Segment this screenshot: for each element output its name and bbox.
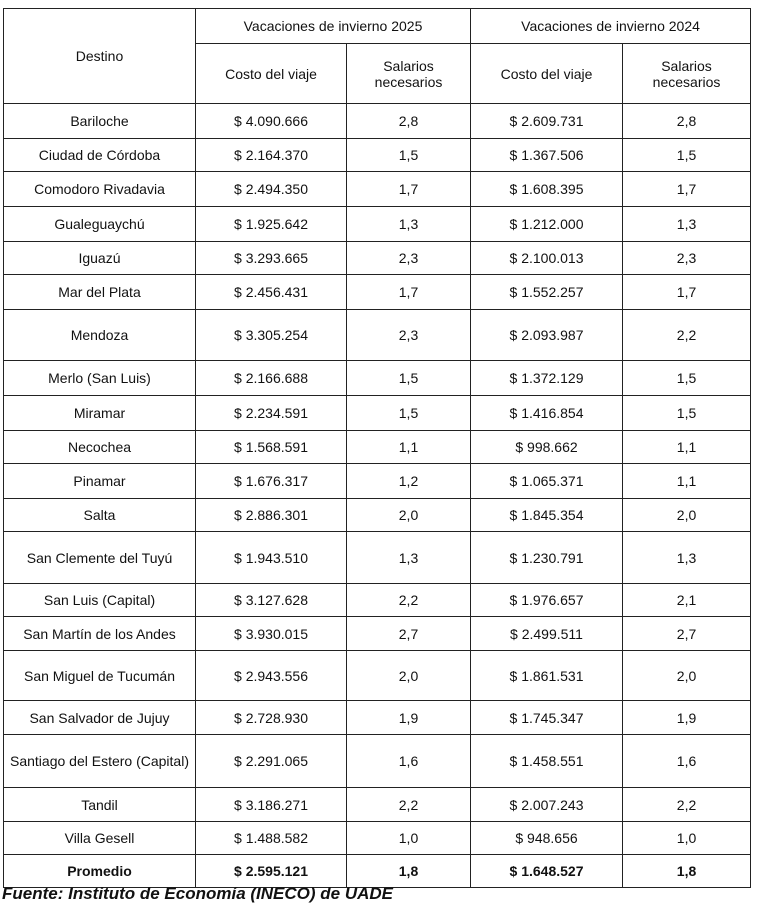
row-costo-2025: $ 1.943.510 [196, 532, 347, 584]
row-costo-2024: $ 1.416.854 [471, 396, 623, 431]
row-salarios-2024: 1,5 [623, 396, 751, 431]
row-destino: Salta [4, 499, 196, 532]
row-destino: Miramar [4, 396, 196, 431]
row-salarios-2024: 2,0 [623, 651, 751, 701]
row-costo-2025: $ 2.291.065 [196, 735, 347, 788]
row-destino: San Luis (Capital) [4, 584, 196, 617]
row-salarios-2025: 2,7 [347, 617, 471, 651]
row-destino: Santiago del Estero (Capital) [4, 735, 196, 788]
row-costo-2025: $ 3.127.628 [196, 584, 347, 617]
row-destino: Comodoro Rivadavia [4, 172, 196, 207]
row-salarios-2025: 1,5 [347, 396, 471, 431]
row-costo-2024: $ 948.656 [471, 822, 623, 855]
row-costo-2024: $ 1.212.000 [471, 207, 623, 242]
table-row [4, 361, 751, 396]
row-costo-2024: $ 1.976.657 [471, 584, 623, 617]
row-costo-2025: $ 2.943.556 [196, 651, 347, 701]
row-costo-2025: $ 2.456.431 [196, 275, 347, 310]
header-costo-2024: Costo del viaje [471, 44, 623, 104]
row-costo-2025: $ 1.676.317 [196, 464, 347, 499]
row-costo-2025: $ 3.305.254 [196, 310, 347, 361]
row-costo-2025: $ 2.164.370 [196, 139, 347, 172]
row-salarios-2024: 1,7 [623, 172, 751, 207]
row-salarios-2025: 1,5 [347, 361, 471, 396]
table-row [4, 735, 751, 788]
row-destino: Pinamar [4, 464, 196, 499]
row-salarios-2024: 1,1 [623, 464, 751, 499]
row-costo-2025: $ 3.186.271 [196, 788, 347, 822]
row-salarios-2025: 1,7 [347, 172, 471, 207]
row-salarios-2024: 2,2 [623, 310, 751, 361]
row-costo-2024: $ 1.861.531 [471, 651, 623, 701]
table-row [4, 396, 751, 431]
table-row [4, 207, 751, 242]
header-row-group [4, 9, 751, 44]
row-salarios-2024: 2,3 [623, 242, 751, 275]
row-salarios-2025: 2,3 [347, 310, 471, 361]
row-costo-2025: $ 3.293.665 [196, 242, 347, 275]
row-costo-2024: $ 2.007.243 [471, 788, 623, 822]
row-costo-2024: $ 2.093.987 [471, 310, 623, 361]
row-costo-2025: $ 2.728.930 [196, 701, 347, 735]
row-destino: Gualeguaychú [4, 207, 196, 242]
row-salarios-2024: 2,1 [623, 584, 751, 617]
row-salarios-2024: 1,3 [623, 532, 751, 584]
table-row [4, 431, 751, 464]
row-salarios-2024: 1,5 [623, 361, 751, 396]
row-salarios-2025: 1,6 [347, 735, 471, 788]
row-salarios-2024: 2,7 [623, 617, 751, 651]
row-costo-2024: $ 1.458.551 [471, 735, 623, 788]
row-salarios-2025: 1,1 [347, 431, 471, 464]
row-destino: San Martín de los Andes [4, 617, 196, 651]
row-costo-2024: $ 1.608.395 [471, 172, 623, 207]
row-costo-2025: $ 4.090.666 [196, 104, 347, 139]
row-costo-2025: $ 2.166.688 [196, 361, 347, 396]
table-row [4, 701, 751, 735]
row-costo-2024: $ 1.065.371 [471, 464, 623, 499]
row-salarios-2025: 2,3 [347, 242, 471, 275]
row-salarios-2025: 1,0 [347, 822, 471, 855]
row-destino: San Clemente del Tuyú [4, 532, 196, 584]
row-destino: Iguazú [4, 242, 196, 275]
average-salarios-2025: 1,8 [347, 855, 471, 888]
row-destino: Necochea [4, 431, 196, 464]
row-salarios-2025: 2,0 [347, 651, 471, 701]
header-group-2024: Vacaciones de invierno 2024 [471, 9, 751, 44]
row-costo-2024: $ 998.662 [471, 431, 623, 464]
average-costo-2024: $ 1.648.527 [471, 855, 623, 888]
row-salarios-2025: 1,5 [347, 139, 471, 172]
table-row [4, 464, 751, 499]
row-salarios-2024: 1,9 [623, 701, 751, 735]
row-destino: Bariloche [4, 104, 196, 139]
source-note: Fuente: Instituto de Economía (INECO) de UADE [2, 884, 394, 903]
table-row [4, 617, 751, 651]
row-salarios-2024: 1,3 [623, 207, 751, 242]
table-row [4, 139, 751, 172]
average-salarios-2024: 1,8 [623, 855, 751, 888]
header-salarios-2025: Salarios necesarios [347, 44, 471, 104]
row-costo-2025: $ 2.494.350 [196, 172, 347, 207]
row-destino: Mendoza [4, 310, 196, 361]
row-salarios-2024: 1,6 [623, 735, 751, 788]
table-row [4, 651, 751, 701]
row-costo-2024: $ 2.609.731 [471, 104, 623, 139]
row-destino: Tandil [4, 788, 196, 822]
row-salarios-2024: 1,0 [623, 822, 751, 855]
table-row [4, 275, 751, 310]
row-salarios-2025: 1,9 [347, 701, 471, 735]
row-salarios-2025: 2,0 [347, 499, 471, 532]
table-row [4, 104, 751, 139]
row-costo-2024: $ 2.100.013 [471, 242, 623, 275]
row-salarios-2025: 2,2 [347, 788, 471, 822]
row-costo-2024: $ 1.372.129 [471, 361, 623, 396]
average-row [4, 855, 751, 888]
row-costo-2025: $ 1.488.582 [196, 822, 347, 855]
row-salarios-2024: 2,0 [623, 499, 751, 532]
row-salarios-2025: 1,3 [347, 207, 471, 242]
table-row [4, 499, 751, 532]
row-costo-2024: $ 2.499.511 [471, 617, 623, 651]
row-destino: Mar del Plata [4, 275, 196, 310]
header-destino: Destino [4, 9, 196, 104]
row-destino: Villa Gesell [4, 822, 196, 855]
row-destino: San Miguel de Tucumán [4, 651, 196, 701]
row-salarios-2025: 1,2 [347, 464, 471, 499]
table-row [4, 172, 751, 207]
header-costo-2025: Costo del viaje [196, 44, 347, 104]
row-costo-2024: $ 1.230.791 [471, 532, 623, 584]
table-row [4, 584, 751, 617]
table-row [4, 788, 751, 822]
row-costo-2024: $ 1.845.354 [471, 499, 623, 532]
table-row [4, 532, 751, 584]
row-salarios-2024: 2,8 [623, 104, 751, 139]
row-costo-2025: $ 1.568.591 [196, 431, 347, 464]
row-costo-2024: $ 1.745.347 [471, 701, 623, 735]
row-costo-2024: $ 1.367.506 [471, 139, 623, 172]
row-costo-2025: $ 3.930.015 [196, 617, 347, 651]
row-salarios-2024: 1,7 [623, 275, 751, 310]
row-destino: San Salvador de Jujuy [4, 701, 196, 735]
row-salarios-2024: 1,1 [623, 431, 751, 464]
table-row [4, 822, 751, 855]
row-salarios-2025: 1,7 [347, 275, 471, 310]
average-label: Promedio [4, 855, 196, 888]
row-destino: Ciudad de Córdoba [4, 139, 196, 172]
row-salarios-2025: 1,3 [347, 532, 471, 584]
row-costo-2024: $ 1.552.257 [471, 275, 623, 310]
header-group-2025: Vacaciones de invierno 2025 [196, 9, 471, 44]
travel-cost-table [3, 8, 751, 888]
table-row [4, 242, 751, 275]
row-salarios-2025: 2,2 [347, 584, 471, 617]
header-salarios-2024: Salarios necesarios [623, 44, 751, 104]
row-costo-2025: $ 2.886.301 [196, 499, 347, 532]
average-costo-2025: $ 2.595.121 [196, 855, 347, 888]
row-costo-2025: $ 1.925.642 [196, 207, 347, 242]
table-row [4, 310, 751, 361]
row-salarios-2024: 2,2 [623, 788, 751, 822]
row-salarios-2024: 1,5 [623, 139, 751, 172]
row-salarios-2025: 2,8 [347, 104, 471, 139]
row-costo-2025: $ 2.234.591 [196, 396, 347, 431]
row-destino: Merlo (San Luis) [4, 361, 196, 396]
